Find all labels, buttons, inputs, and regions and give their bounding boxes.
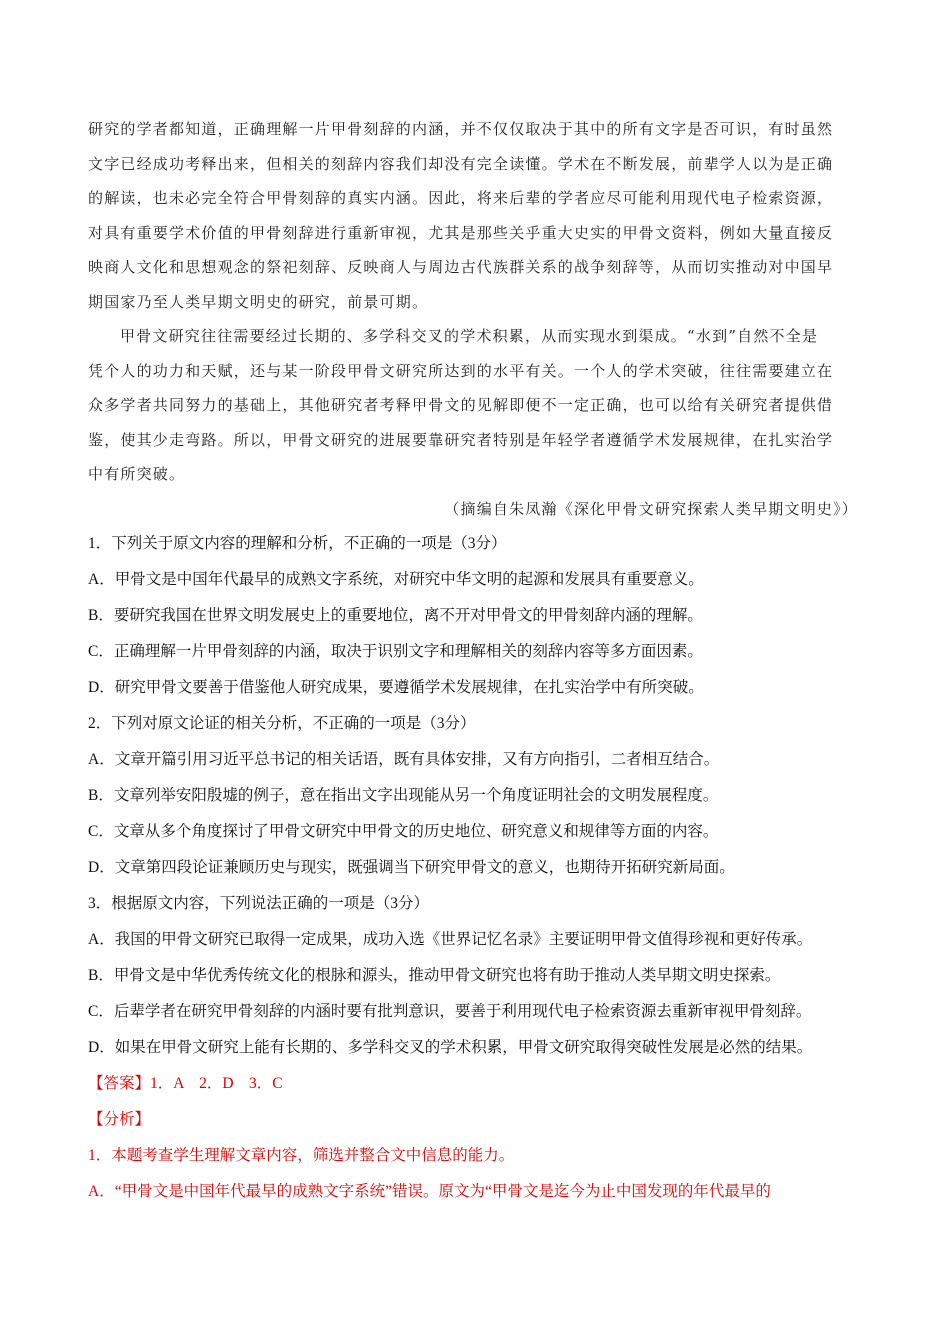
analysis-line: 1．本题考查学生理解文章内容，筛选并整合文中信息的能力。 — [88, 1147, 515, 1164]
question-option: B．文章列举安阳殷墟的例子，意在指出文字出现能从另一个角度证明社会的文明发展程度。 — [88, 787, 719, 804]
passage-line: 中有所突破。 — [88, 465, 186, 483]
question-3 — [88, 886, 862, 1066]
question-option: C．文章从多个角度探讨了甲骨文研究中甲骨文的历史地位、研究意义和规律等方面的内容。 — [88, 823, 719, 840]
passage-line: 映商人文化和思想观念的祭祀刻辞、反映商人与周边古代族群关系的战争刻辞等，从而切实推动对中国早 — [88, 258, 834, 276]
question-option: A．甲骨文是中国年代最早的成熟文字系统，对研究中华文明的起源和发展具有重要意义。 — [88, 571, 704, 588]
analysis-label: 【分析】 — [88, 1111, 151, 1128]
passage-paragraph-2 — [88, 319, 862, 492]
question-2 — [88, 706, 862, 886]
answer-line — [88, 1066, 862, 1102]
passage-line: 研究的学者都知道，正确理解一片甲骨刻辞的内涵，并不仅仅取决于其中的所有文字是否可识，有时虽然 — [88, 120, 834, 138]
question-option: C．后辈学者在研究甲骨刻辞的内涵时要有批判意识，要善于利用现代电子检索资源去重新审视甲骨刻辞。 — [88, 1003, 812, 1020]
answer-value: 1．A 2．D 3．C — [150, 1075, 283, 1092]
answer-label: 【答案】 — [88, 1075, 151, 1092]
passage-line: 文字已经成功考释出来，但相关的刻辞内容我们却没有完全读懂。学术在不断发展，前辈学人以为是正确 — [88, 154, 834, 173]
question-stem: 1．下列关于原文内容的理解和分析，不正确的一项是（3分） — [88, 535, 507, 552]
question-option: D．文章第四段论证兼顾历史与现实，既强调当下研究甲骨文的意义，也期待开拓研究新局面。 — [88, 859, 735, 876]
passage-line: 鉴，使其少走弯路。所以，甲骨文研究的进展要靠研究者特别是年轻学者遵循学术发展规律，在扎实治学 — [88, 430, 834, 449]
passage-line: 期国家乃至人类早期文明史的研究，前景可期。 — [88, 292, 429, 311]
passage-line: 凭个人的功力和天赋，还与某一阶段甲骨文研究所达到的水平有关。一个人的学术突破，往往需要建立在 — [88, 361, 834, 380]
passage-line: 的解读，也未必完全符合甲骨刻辞的真实内涵。因此，将来后辈的学者应尽可能利用现代电子检索资源， — [88, 189, 834, 207]
question-option: A．文章开篇引用习近平总书记的相关话语，既有具体安排，又有方向指引，二者相互结合。 — [88, 751, 720, 768]
question-option: B．甲骨文是中华优秀传统文化的根脉和源头，推动甲骨文研究也将有助于推动人类早期文明史探索。 — [88, 967, 781, 984]
passage-line: 甲骨文研究往往需要经过长期的、多学科交叉的学术积累，从而实现水到渠成。“水到”自然不全是 — [120, 327, 819, 345]
question-option: A．我国的甲骨文研究已取得一定成果，成功入选《世界记忆名录》主要证明甲骨文值得珍视和更好传承。 — [88, 931, 813, 948]
question-option: C．正确理解一片甲骨刻辞的内涵，取决于识别文字和理解相关的刻辞内容等多方面因素。 — [88, 643, 703, 660]
question-option: D．研究甲骨文要善于借鉴他人研究成果，要遵循学术发展规律，在扎实治学中有所突破。 — [88, 679, 704, 696]
passage-line: 对具有重要学术价值的甲骨刻辞进行重新审视，尤其是那些关乎重大史实的甲骨文资料，例如大量直接反 — [88, 223, 834, 242]
question-stem: 3．根据原文内容，下列说法正确的一项是（3分） — [88, 895, 430, 912]
question-1 — [88, 526, 862, 706]
question-option: B．要研究我国在世界文明发展史上的重要地位，离不开对甲骨文的甲骨刻辞内涵的理解。 — [88, 607, 703, 624]
question-stem: 2．下列对原文论证的相关分析，不正确的一项是（3分） — [88, 715, 476, 732]
document-page — [88, 112, 862, 1210]
passage-line: 众多学者共同努力的基础上，其他研究者考释甲骨文的见解即便不一定正确，也可以给有关研究者提供借 — [88, 396, 834, 414]
question-option: D．如果在甲骨文研究上能有长期的、多学科交叉的学术积累，甲骨文研究取得突破性发展是必然的结果。 — [88, 1039, 813, 1056]
passage-paragraph-1 — [88, 112, 862, 319]
passage-source: （摘编自朱凤瀚《深化甲骨文研究探索人类早期文明史》） — [444, 499, 858, 518]
analysis-line: A．“甲骨文是中国年代最早的成熟文字系统”错误。原文为“甲骨文是迄今为止中国发现的年代最早的 — [88, 1183, 771, 1200]
